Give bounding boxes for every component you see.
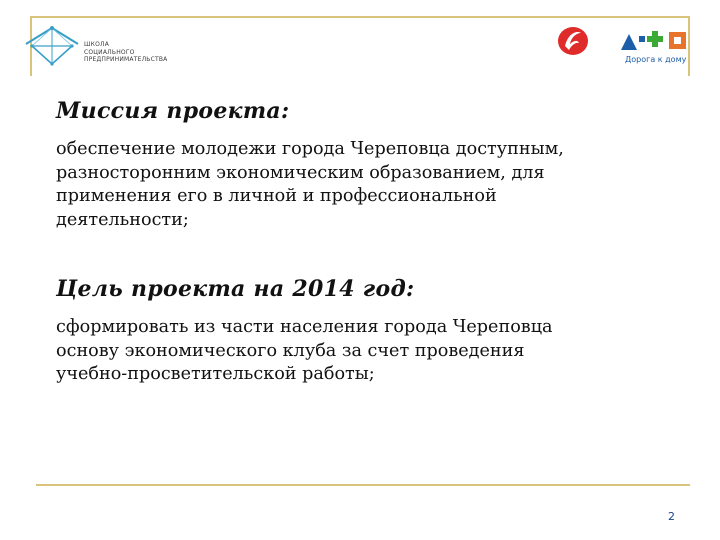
mission-heading: Миссия проекта: (56, 98, 290, 124)
goal-heading: Цель проекта на 2014 год: (56, 276, 415, 302)
house-network-icon (22, 22, 84, 72)
bottom-divider (36, 484, 690, 486)
school-logo-text (84, 41, 167, 64)
logo-line: СОЦИАЛЬНОГО (84, 48, 135, 56)
goal-line: основу экономического клуба за счет проведения (56, 340, 525, 361)
mission-line: деятельности; (56, 209, 189, 230)
red-swoosh-logo-icon (556, 24, 590, 58)
mission-line: применения его в личной и профессиональной (56, 186, 497, 206)
goal-text (56, 316, 696, 387)
mission-line: разносторонним экономическим образованием, для (56, 162, 545, 183)
mission-text (56, 138, 696, 232)
mission-line: обеспечение молодежи города Череповца доступным, (56, 139, 564, 159)
goal-line: учебно-просветительской работы; (56, 364, 375, 384)
logo-line: ПРЕДПРИНИМАТЕЛЬСТВА (84, 56, 168, 63)
logo-line: ШКОЛА (84, 41, 110, 48)
shapes-logo-icon (617, 26, 697, 54)
partner-logo (556, 24, 590, 58)
page-number: 2 (668, 510, 675, 523)
goal-line: сформировать из части населения города Череповца (56, 317, 553, 337)
road-home-logo (617, 26, 697, 72)
logo-caption: Дорога к дому (625, 55, 687, 64)
school-logo (22, 22, 192, 74)
top-divider (30, 16, 690, 18)
